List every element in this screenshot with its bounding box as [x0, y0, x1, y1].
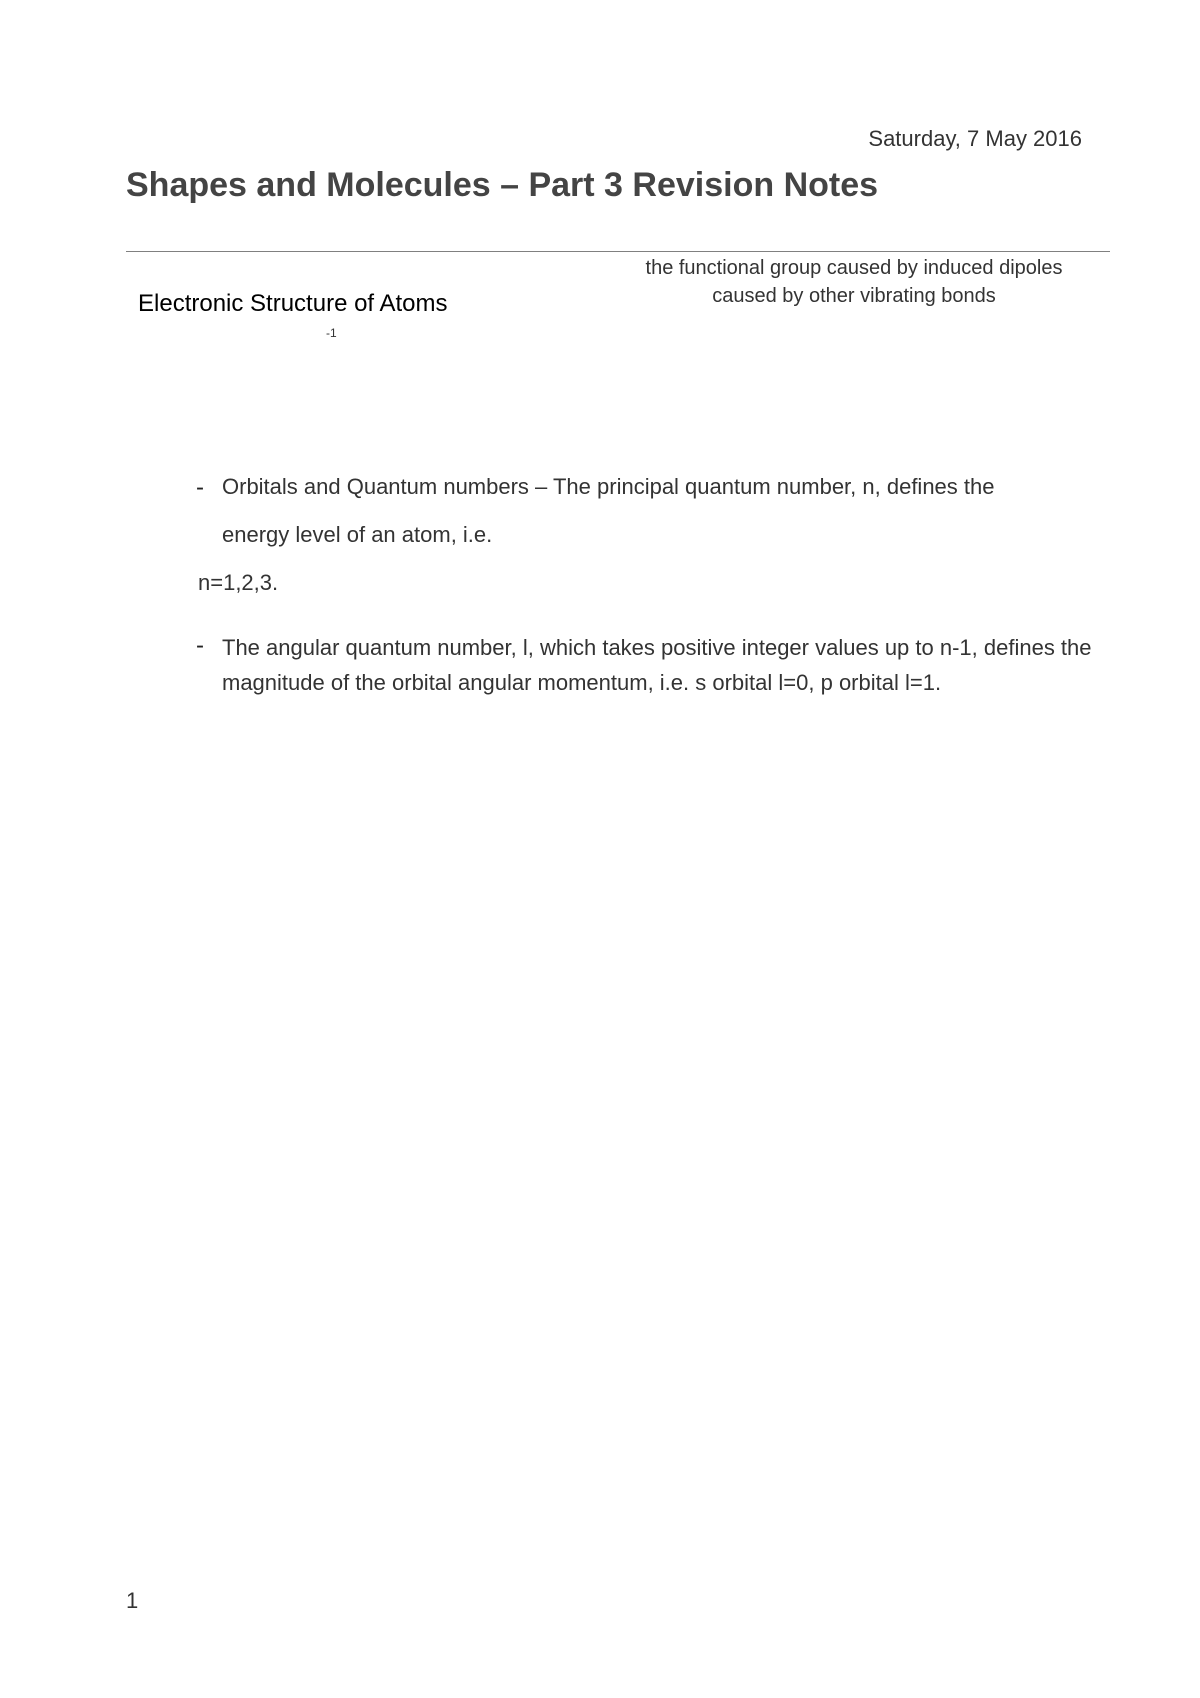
document-title: Shapes and Molecules – Part 3 Revision Notes	[126, 166, 879, 204]
quantum-number-values: n=1,2,3.	[198, 570, 279, 595]
bullet-1-line-2: energy level of an atom, i.e.	[222, 522, 493, 547]
side-note-line-1: the functional group caused by induced dipoles	[645, 257, 1063, 279]
bullet-1-line-1: Orbitals and Quantum numbers – The principal quantum number, n, defines the	[222, 474, 995, 499]
title-divider	[126, 251, 1110, 252]
side-note	[606, 254, 1102, 310]
bullet-dash-2: -	[196, 632, 204, 659]
section-heading: Electronic Structure of Atoms	[138, 290, 448, 317]
page-number: 1	[126, 1588, 139, 1613]
side-note-line-2: caused by other vibrating bonds	[712, 285, 996, 307]
superscript-fragment: -1	[326, 326, 337, 340]
bullet-2-text: The angular quantum number, l, which takes positive integer values up to n-1, defines the magnitude of the orbital angular momentum, i.e. s orbital l=0, p orbital l=1.	[222, 635, 1092, 695]
bullet-dash-1: -	[196, 474, 204, 501]
document-date: Saturday, 7 May 2016	[868, 126, 1082, 151]
